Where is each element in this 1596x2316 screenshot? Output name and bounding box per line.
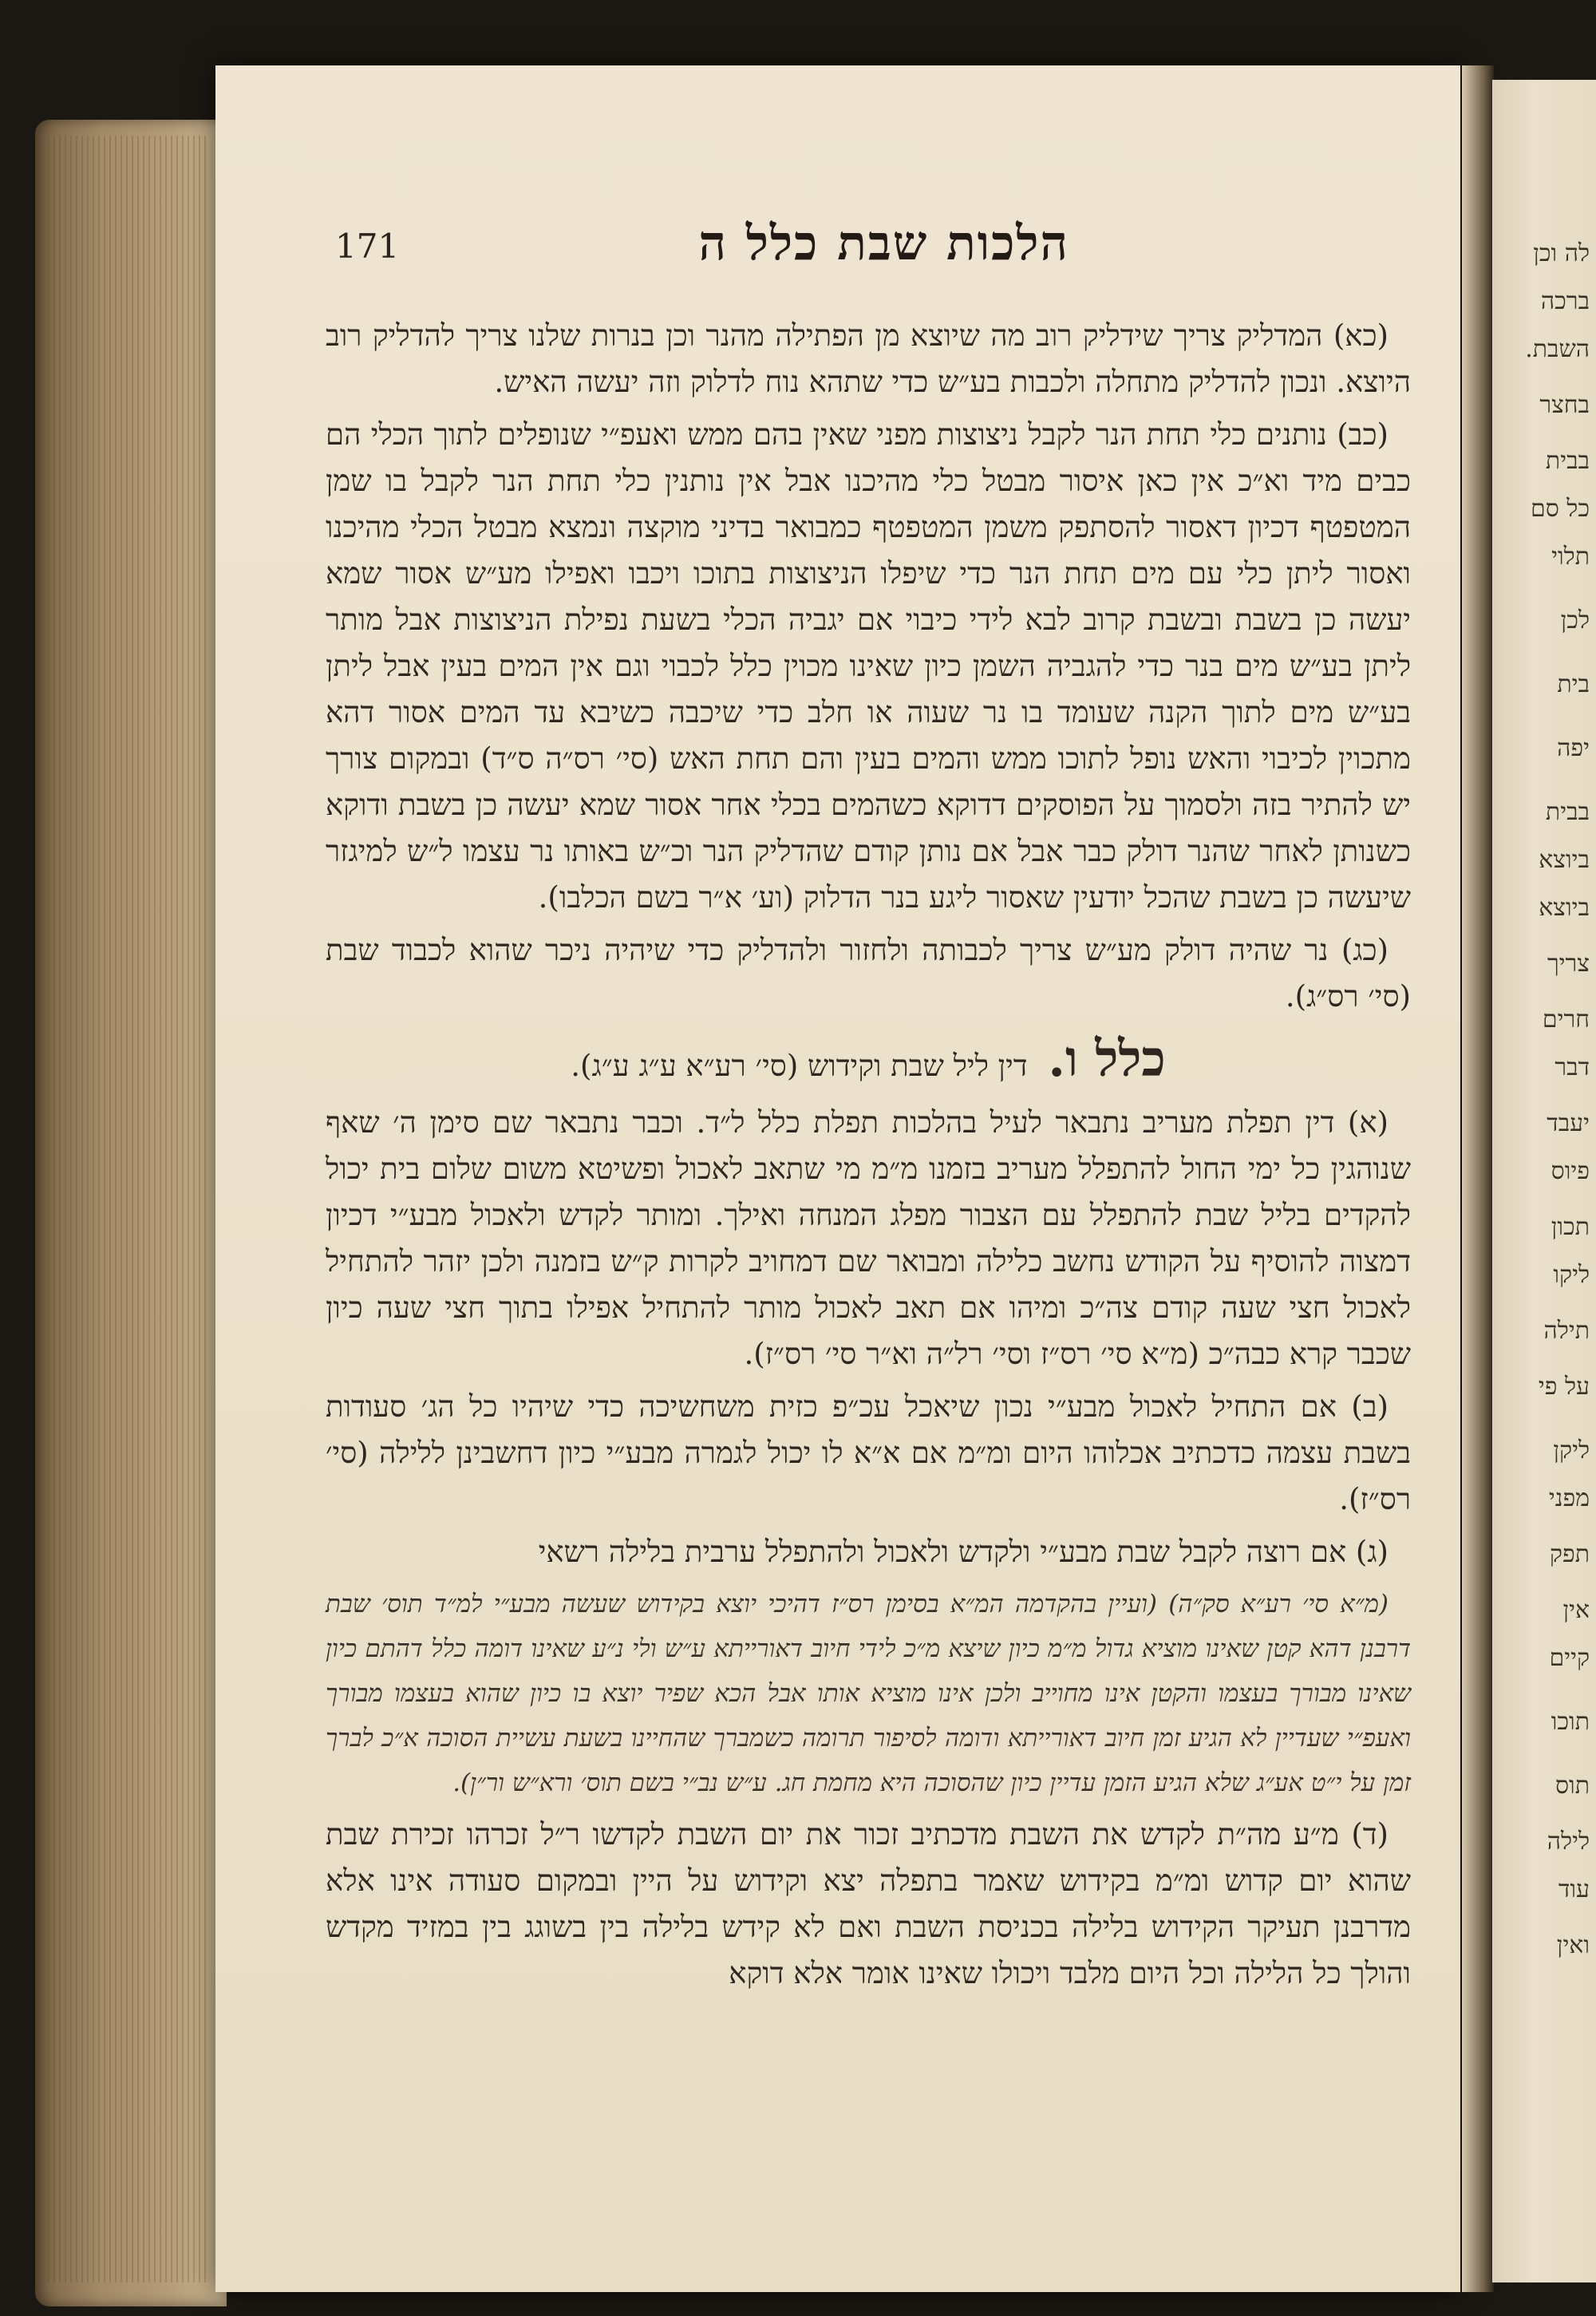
facing-page-fragment: עוד bbox=[1558, 1875, 1590, 1903]
facing-page-fragment: צריך bbox=[1547, 950, 1590, 978]
main-text bbox=[326, 313, 1411, 2003]
facing-page-fragment: אין bbox=[1562, 1596, 1590, 1624]
paragraph-g-gloss: (מ״א סי׳ רע״א סק״ה) (ועיין בהקדמה המ״א בסימן רס״ז דהיכי יוצא בקידוש שעשה מבע״י למ״ד תוס׳ שבת דרבנן דהא קטן שאינו מוציא גדול מ״מ כיון שיצא מ״כ לידי חיוב דאורייתא ע״ש ולי נ״ע שאינו דומה כלל דהתם כיון שאינו מבורך בעצמו והקטן אינו מחוייב ולכן אינו מוציא אותו אבל הכא שפיר יוצא בו כיון שהוא בעצמו מבורך ואעפ״י שעדיין לא הגיע זמן חיוב דאורייתא ודומה לסיפור תרומה כשמברך שהחיינו בשעת עשיית הסוכה א״כ לברך זמן על י״ט אע״ג שלא הגיע הזמן עדיין כיון שהסוכה היא מחמת חג. ע״ש נב״י בשם תוס׳ ורא״ש ור״ן). bbox=[326, 1590, 1411, 1797]
facing-page-fragment: פיוס bbox=[1551, 1157, 1590, 1185]
facing-page-fragment: ליקו bbox=[1553, 1261, 1590, 1289]
facing-page-fragment: ברכה bbox=[1540, 287, 1590, 315]
paragraph-d: (ד) מ״ע מה״ת לקדש את השבת מדכתיב זכור את יום השבת לקדשו ר״ל זכרהו זכירת שבת שהוא יום קדוש ומ״מ בקידוש שאמר בתפלה יצא וקידוש על היין ובמקום סעודה אינו אלא מדרבנן תעיקר הקידוש בלילה בכניסת השבת ואם לא קידש בלילה בין בשוגג בין במזיד מקדש והולך כל הלילה וכל היום מלבד ויכולו שאינו אומר אלא דוקא bbox=[326, 1817, 1411, 1990]
paragraph-22: (כב) נותנים כלי תחת הנר לקבל ניצוצות מפני שאין בהם ממש ואעפ״י שנופלים לתוך הכלי הם כבים מיד וא״כ אין כאן איסור מבטל כלי מהיכנו אבל אין נותנין כלי תחת הנר לקבל בו שמן המטפטף דכיון דאסור להסתפק משמן המטפטף כמבואר בדיני מוקצה ונמצא מבטל הכלי מהיכנו ואסור ליתן כלי עם מים תחת הנר כדי שיפלו הניצוצות בתוכו ויכבו ואפילו מע״ש אסור שמא יעשה כן בשבת ובשבת קרוב לבא לידי כיבוי אם יגביה הכלי בשעת נפילת הניצוצות אבל מותר ליתן בע״ש מים בנר כדי להגביה השמן כיון שאינו מכוין כלל לכבוי וגם אין המים בעין אבל ליתן בע״ש מים לתוך הקנה שעומד בו נר שעוה או חלב כדי שיכבה כשיבא עד המים אסור דהא מתכוין לכיבוי והאש נופל לתוכו ממש והמים בעין והם תחת האש (סי׳ רס״ה ס״ד) ובמקום צורך יש להתיר בזה ולסמוך על הפוסקים דדוקא כשהמים בכלי אחר אסור שמא יעשה כן בשבת ודוקא כשנותן לאחר שהנר דולק כבר אבל אם נותן קודם שהדליק הנר וכ״ש באותו נר עצמו ל״ש למיגזר שיעשה כן בשבת שהכל יודעין שאסור ליגע בנר הדלוק (וע׳ א״ר בשם הכלבו). bbox=[326, 417, 1411, 915]
facing-page-fragment: קיים bbox=[1549, 1644, 1590, 1672]
book-gutter bbox=[1462, 65, 1494, 2292]
paragraph-g: (ג) אם רוצה לקבל שבת מבע״י ולקדש ולאכול ולהתפלל ערבית בלילה רשאי bbox=[538, 1535, 1389, 1569]
facing-page-fragment: לה וכן bbox=[1533, 239, 1590, 267]
facing-page-fragment: ואין bbox=[1556, 1931, 1590, 1959]
facing-page-fragment: לכן bbox=[1560, 607, 1590, 634]
paragraph-21: (כא) המדליק צריך שידליק רוב מה שיוצא מן הפתילה מהנר וכן בנרות שלנו צריך להדליק רוב היוצא. ונכון להדליק מתחלה ולכבות בע״ש כדי שתהא נוח לדלוק וזה יעשה האיש. bbox=[326, 318, 1411, 399]
facing-page-fragment: בבית bbox=[1545, 798, 1590, 826]
facing-page-fragment: מפני bbox=[1548, 1484, 1590, 1512]
facing-page-fragment: תילה bbox=[1543, 1317, 1590, 1345]
paragraph-a: (א) דין תפלת מעריב נתבאר לעיל בהלכות תפלת כלל ל״ד. וכבר נתבאר שם סימן ה׳ שאף שנוהגין כל ימי החול להתפלל מעריב בזמנו מ״מ מי שתאב לאכול ופשיטא משום שלום בית יכול להקדים בליל שבת להתפלל עם הצבור מפלג המנחה ואילך. ומותר לקדש ולאכול מבע״י דכיון דמצוה להוסיף על הקודש נחשב כלילה ומבואר שם דמחויב לקרות ק״ש בזמנה ולכן יזהר להתחיל לאכול חצי שעה קודם צה״כ ומיהו אם תאב לאכול מותר להתחיל אפילו בתוך חצי שעה כיון שכבר קרא כבה״כ (מ״א סי׳ רס״ז וסי׳ רל״ה וא״ר סי׳ רס״ז). bbox=[326, 1105, 1411, 1371]
section-title: דין ליל שבת וקידוש (סי׳ רע״א ע״ג ע״ג). bbox=[571, 1049, 1028, 1083]
facing-page-fragment: תוס bbox=[1555, 1772, 1590, 1800]
page-edges bbox=[48, 136, 207, 2282]
facing-page-fragment: כל סם bbox=[1530, 495, 1590, 523]
facing-page-fragment: בחצר bbox=[1539, 391, 1590, 419]
running-head: הלכות שבת כלל ה bbox=[698, 215, 1069, 271]
facing-page bbox=[1492, 80, 1596, 2282]
facing-page-fragment: לילה bbox=[1547, 1828, 1590, 1856]
facing-page-fragment: תכון bbox=[1551, 1213, 1590, 1241]
facing-page-fragment: יעבד bbox=[1547, 1109, 1590, 1137]
facing-page-fragment: השבת. bbox=[1525, 335, 1590, 363]
facing-page-fragment: תפק bbox=[1549, 1540, 1590, 1568]
page-number: 171 bbox=[335, 227, 400, 266]
paragraph-23: (כג) נר שהיה דולק מע״ש צריך לכבותה ולחזור ולהדליק כדי שיהיה ניכר שהוא לכבוד שבת (סי׳ רס״ג). bbox=[326, 933, 1411, 1014]
facing-page-fragment: על פי bbox=[1538, 1373, 1590, 1401]
facing-page-fragment: בבית bbox=[1545, 447, 1590, 475]
facing-page-fragment: דבר bbox=[1555, 1053, 1590, 1081]
facing-page-fragment: תלוי bbox=[1551, 543, 1590, 571]
section-number: כלל ו. bbox=[1048, 1030, 1166, 1088]
facing-page-fragment: חרים bbox=[1542, 1006, 1590, 1034]
facing-page-fragment: ליקן bbox=[1553, 1437, 1590, 1464]
paragraph-b: (ב) אם התחיל לאכול מבע״י נכון שיאכל עכ״פ כזית משחשיכה כדי שיהיו כל הג׳ סעודות בשבת עצמה כדכתיב אכלוהו היום ומ״מ אם א״א לו יכול לגמרה מבע״י כיון דחשבינן ללילה (סי׳ רס״ז). bbox=[326, 1389, 1411, 1516]
section-heading bbox=[326, 1030, 1411, 1089]
facing-page-fragment: תוכו bbox=[1551, 1708, 1590, 1736]
page-header bbox=[335, 215, 1404, 287]
facing-page-fragment: ביוצא bbox=[1539, 894, 1590, 922]
facing-page-fragment: יפה bbox=[1557, 734, 1590, 762]
facing-page-fragment: ביוצא bbox=[1539, 846, 1590, 874]
facing-page-fragment: בית bbox=[1557, 670, 1590, 698]
